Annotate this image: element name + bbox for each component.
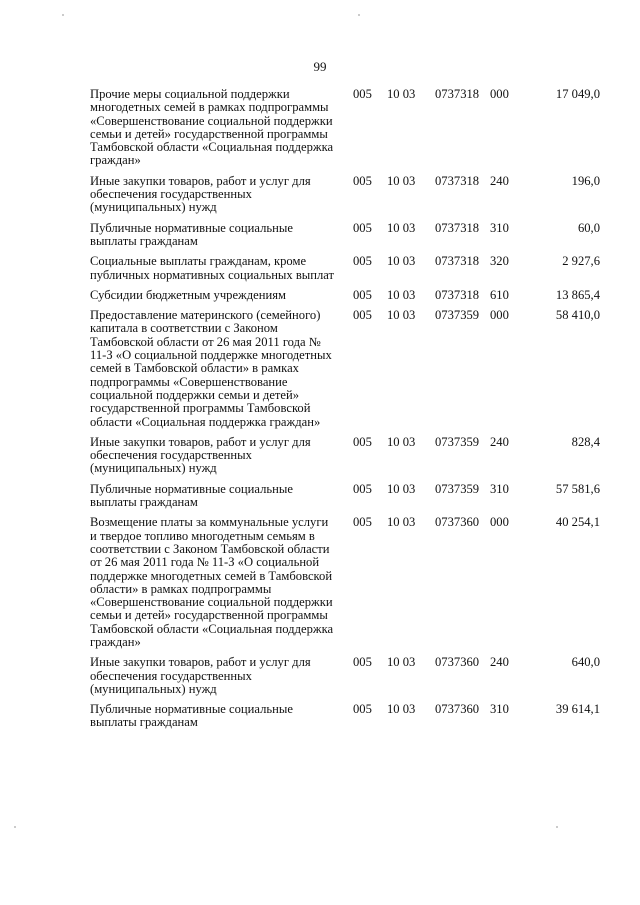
row-description: Публичные нормативные социальные выплаты гражданам (90, 220, 293, 248)
department-code: 005 (353, 287, 372, 302)
table-row (90, 436, 600, 476)
table-row (90, 483, 600, 510)
department-code: 005 (353, 87, 372, 101)
row-description: Прочие меры социальной поддержки многодетных семей в рамках подпрограммы «Совершенствование социальной поддержки семьи и детей» государственной программы Тамбовской области «Социальная поддержка граждан» (90, 87, 334, 168)
row-description: Публичные нормативные социальные выплаты гражданам (90, 702, 293, 730)
target-article-code: 0737318 (435, 173, 480, 188)
row-description: Иные закупки товаров, работ и услуг для обеспечения государственных (муниципальных) нужд (90, 173, 311, 215)
section-code: 10 03 (387, 481, 416, 496)
table-row (90, 656, 600, 696)
amount: 2 927,6 (562, 254, 600, 269)
department-code: 005 (353, 254, 372, 269)
table-row (90, 309, 600, 429)
row-description: Возмещение платы за коммунальные услуги и твердое топливо многодетным семьям в соответствии с Законом Тамбовской области от 26 мая 2011 года № 11-З «О социальной поддержке многодетных семей в Тамбовской области» в рамках подпрограммы «Совершенствование социальной поддержки семьи и детей» государственной программы Тамбовской области «Социальная поддержка граждан» (90, 515, 334, 649)
department-code: 005 (353, 702, 372, 717)
department-code: 005 (353, 220, 372, 235)
row-description: Субсидии бюджетным учреждениям (90, 287, 286, 302)
expense-type-code: 000 (490, 515, 509, 530)
target-article-code: 0737318 (435, 254, 480, 269)
table-row (90, 88, 600, 168)
target-article-code: 0737318 (435, 220, 480, 235)
row-description: Публичные нормативные социальные выплаты гражданам (90, 481, 293, 510)
expense-type-code: 240 (490, 655, 509, 670)
row-description: Социальные выплаты гражданам, кроме публичных нормативных социальных выплат (90, 254, 335, 282)
amount: 39 614,1 (555, 702, 600, 717)
table-row (90, 289, 600, 302)
amount: 40 254,1 (555, 515, 600, 530)
budget-table (90, 88, 600, 737)
table-row (90, 255, 600, 282)
department-code: 005 (353, 173, 372, 188)
target-article-code: 0737359 (435, 308, 480, 323)
expense-type-code: 000 (490, 87, 509, 101)
section-code: 10 03 (387, 220, 416, 235)
expense-type-code: 000 (490, 308, 509, 323)
section-code: 10 03 (387, 173, 416, 188)
scan-speck (14, 826, 16, 828)
section-code: 10 03 (387, 87, 416, 101)
row-description: Иные закупки товаров, работ и услуг для обеспечения государственных (муниципальных) нужд (90, 434, 311, 476)
amount: 828,4 (571, 434, 600, 449)
table-row (90, 222, 600, 249)
amount: 57 581,6 (555, 481, 600, 496)
scan-speck (62, 14, 64, 16)
section-code: 10 03 (387, 308, 416, 323)
department-code: 005 (353, 655, 372, 670)
amount: 60,0 (577, 220, 600, 235)
target-article-code: 0737318 (435, 87, 480, 101)
section-code: 10 03 (387, 287, 416, 302)
target-article-code: 0737318 (435, 287, 480, 302)
row-description: Иные закупки товаров, работ и услуг для обеспечения государственных (муниципальных) нужд (90, 655, 311, 696)
section-code: 10 03 (387, 434, 416, 449)
expense-type-code: 610 (490, 287, 509, 302)
table-row (90, 703, 600, 730)
department-code: 005 (353, 308, 372, 323)
section-code: 10 03 (387, 515, 416, 530)
target-article-code: 0737360 (435, 655, 480, 670)
expense-type-code: 310 (490, 702, 509, 717)
scan-speck (556, 826, 558, 828)
target-article-code: 0737360 (435, 702, 480, 717)
target-article-code: 0737359 (435, 434, 480, 449)
expense-type-code: 310 (490, 220, 509, 235)
scan-speck (358, 14, 360, 16)
table-row (90, 175, 600, 215)
department-code: 005 (353, 481, 372, 496)
amount: 196,0 (571, 173, 600, 188)
amount: 17 049,0 (555, 87, 600, 101)
section-code: 10 03 (387, 702, 416, 717)
target-article-code: 0737359 (435, 481, 480, 496)
expense-type-code: 310 (490, 481, 509, 496)
expense-type-code: 240 (490, 173, 509, 188)
amount: 58 410,0 (555, 308, 600, 323)
table-row (90, 516, 600, 649)
section-code: 10 03 (387, 254, 416, 269)
section-code: 10 03 (387, 655, 416, 670)
amount: 13 865,4 (555, 287, 600, 302)
amount: 640,0 (571, 655, 600, 670)
row-description: Предоставление материнского (семейного) капитала в соответствии с Законом Тамбовской области от 26 мая 2011 года № 11-З «О социальной поддержке многодетных семей в Тамбовской области» в рамках подпрограммы «Совершенствование социальной поддержки семьи и детей» государственной программы Тамбовской области «Социальная поддержка граждан» (90, 308, 332, 429)
target-article-code: 0737360 (435, 515, 480, 530)
expense-type-code: 240 (490, 434, 509, 449)
page-number: 99 (313, 59, 327, 74)
department-code: 005 (353, 515, 372, 530)
expense-type-code: 320 (490, 254, 509, 269)
department-code: 005 (353, 434, 372, 449)
